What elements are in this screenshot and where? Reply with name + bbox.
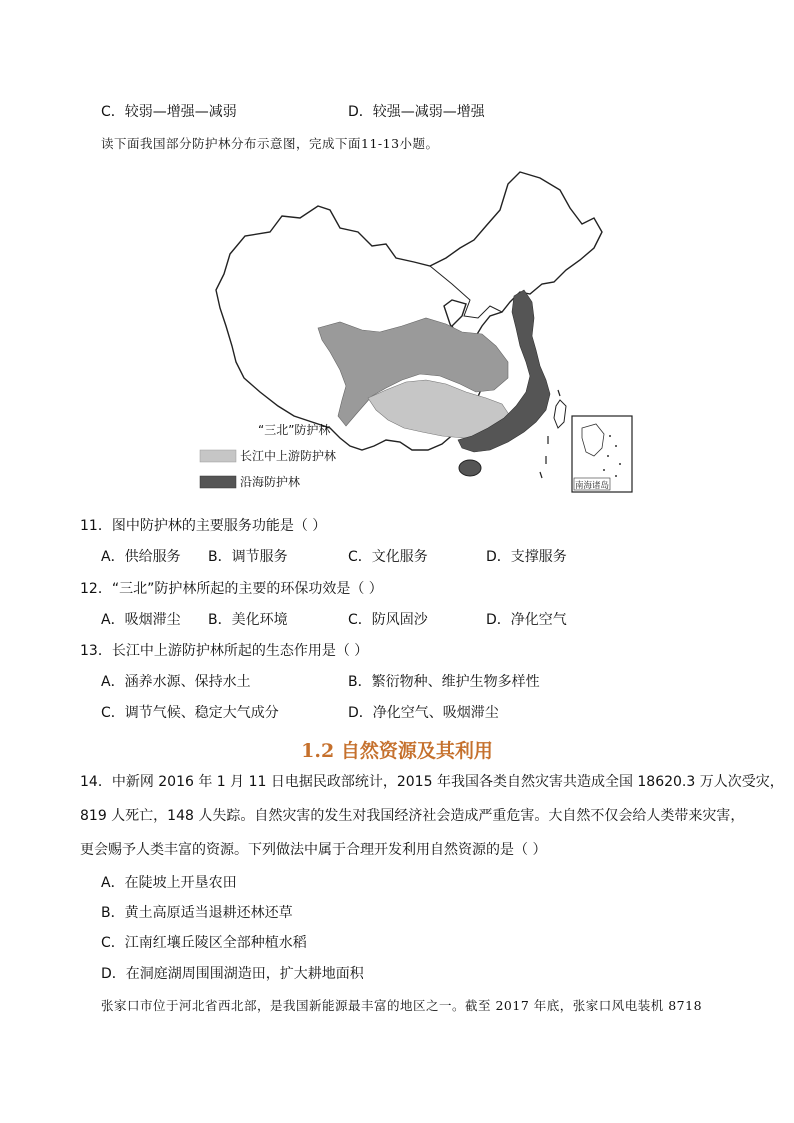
q12-option-c: C．防风固沙 (348, 612, 428, 628)
q13-option-a: A．涵养水源、保持水土 (101, 674, 251, 690)
q11-option-a: A．供给服务 (101, 549, 181, 565)
inset-label: 南海诸岛 (574, 481, 610, 491)
q12-stem: 12．“三北”防护林所起的主要的环保功效是（ ） (80, 581, 383, 597)
q12-option-a: A．吸烟滞尘 (101, 612, 181, 628)
legend-sanbei-label: “三北”防护林 (258, 423, 331, 437)
q12-option-d: D．净化空气 (486, 612, 567, 628)
legend-coastal-label: 沿海防护林 (240, 475, 301, 489)
q13-option-c: C．调节气候、稳定大气成分 (101, 705, 279, 721)
q14-option-b: B．黄土高原适当退耕还林还草 (101, 905, 293, 921)
q14-line-3: 更会赐予人类丰富的资源。下列做法中属于合理开发利用自然资源的是（ ） (80, 842, 547, 858)
q14-option-c: C．江南红壤丘陵区全部种植水稻 (101, 935, 307, 951)
q14-line-2: 819 人死亡，148 人失踪。自然灾害的发生对我国经济社会造成严重危害。大自然不仅会给人类带来灾害， (80, 808, 745, 824)
q14-option-a: A．在陡坡上开垦农田 (101, 875, 237, 891)
q11-option-d: D．支撑服务 (486, 549, 567, 565)
next-question-intro: 张家口市位于河北省西北部，是我国新能源最丰富的地区之一。截至 2017 年底，张家口风电装机 8718 (101, 998, 703, 1013)
section-title: 1.2 自然资源及其利用 (301, 740, 493, 762)
option-c-prev: C．较弱—增强—减弱 (101, 104, 237, 120)
q11-option-c: C．文化服务 (348, 549, 428, 565)
legend-changjiang-swatch (200, 450, 236, 462)
map-intro: 读下面我国部分防护林分布示意图，完成下面11-13小题。 (101, 136, 439, 151)
taiwan-island (554, 400, 566, 428)
hainan-island (459, 460, 481, 476)
q11-stem: 11．图中防护林的主要服务功能是（ ） (80, 518, 327, 534)
legend-changjiang-label: 长江中上游防护林 (240, 449, 337, 463)
q14-line-1: 14．中新网 2016 年 1 月 11 日电据民政部统计，2015 年我国各类自然灾害共造成全国 18620.3 万人次受灾， (80, 774, 784, 790)
q12-option-b: B．美化环境 (208, 612, 288, 628)
q11-option-b: B．调节服务 (208, 549, 288, 565)
shelterbelt-map (190, 166, 640, 498)
option-d-prev: D．较强—减弱—增强 (348, 104, 485, 120)
q14-option-d: D．在洞庭湖周围围湖造田，扩大耕地面积 (101, 966, 364, 982)
q13-option-b: B．繁衍物种、维护生物多样性 (348, 674, 540, 690)
q13-stem: 13．长江中上游防护林所起的生态作用是（ ） (80, 643, 369, 659)
legend-coastal-swatch (200, 476, 236, 488)
q13-option-d: D．净化空气、吸烟滞尘 (348, 705, 499, 721)
